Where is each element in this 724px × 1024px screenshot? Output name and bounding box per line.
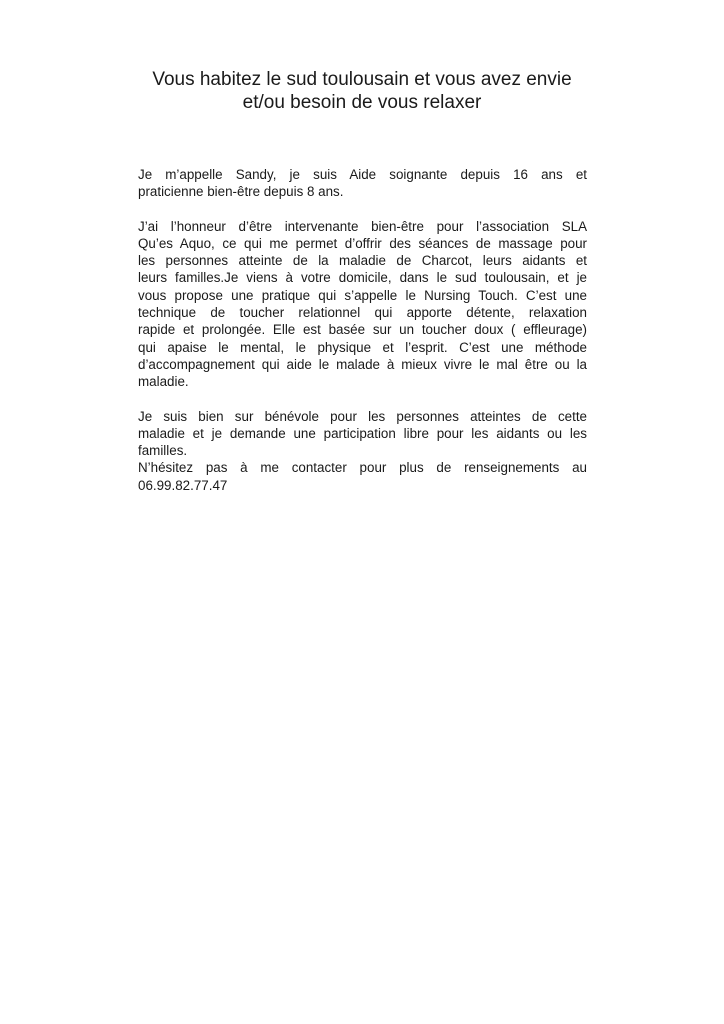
phone-number: 06.99.82.77.47 bbox=[138, 477, 228, 493]
document-body bbox=[138, 166, 587, 494]
text-line: J’ai l’honneur d’être intervenante bien-être pour l’association SLA bbox=[138, 218, 587, 234]
text-line: maladie. bbox=[138, 374, 189, 390]
text-line: technique de toucher relationnel qui apporte détente, relaxation bbox=[138, 305, 587, 321]
text-line: qui apaise le mental, le physique et l’esprit. C’est une méthode bbox=[138, 339, 587, 355]
paragraph-contact bbox=[138, 459, 587, 494]
text-line: d’accompagnement qui aide le malade à mieux vivre le mal être ou la bbox=[138, 356, 587, 372]
text-line: N’hésitez pas à me contacter pour plus de renseignements au bbox=[138, 460, 587, 476]
text-line: praticienne bien-être depuis 8 ans. bbox=[138, 184, 344, 200]
text-line: Je m’appelle Sandy, je suis Aide soignante depuis 16 ans et bbox=[138, 167, 587, 182]
text-line: vous propose une pratique qui s’appelle le Nursing Touch. C’est une bbox=[138, 287, 587, 303]
text-line: rapide et prolongée. Elle est basée sur un toucher doux ( effleurage) bbox=[138, 322, 587, 338]
title-line-2: et/ou besoin de vous relaxer bbox=[242, 92, 482, 113]
paragraph-association bbox=[138, 218, 587, 391]
title-line-1: Vous habitez le sud toulousain et vous avez envie bbox=[152, 69, 572, 90]
text-line: familles. bbox=[138, 443, 188, 459]
paragraph-volunteer bbox=[138, 408, 587, 460]
text-line: les personnes atteinte de la maladie de Charcot, leurs aidants et bbox=[138, 253, 587, 269]
page-title bbox=[100, 68, 624, 114]
paragraph-introduction bbox=[138, 166, 587, 201]
text-line: leurs familles.Je viens à votre domicile, dans le sud toulousain, et je bbox=[138, 270, 587, 286]
text-line: maladie et je demande une participation libre pour les aidants ou les bbox=[138, 425, 587, 441]
text-line: Je suis bien sur bénévole pour les personnes atteintes de cette bbox=[138, 408, 587, 424]
text-line: Qu’es Aquo, ce qui me permet d’offrir des séances de massage pour bbox=[138, 235, 587, 251]
